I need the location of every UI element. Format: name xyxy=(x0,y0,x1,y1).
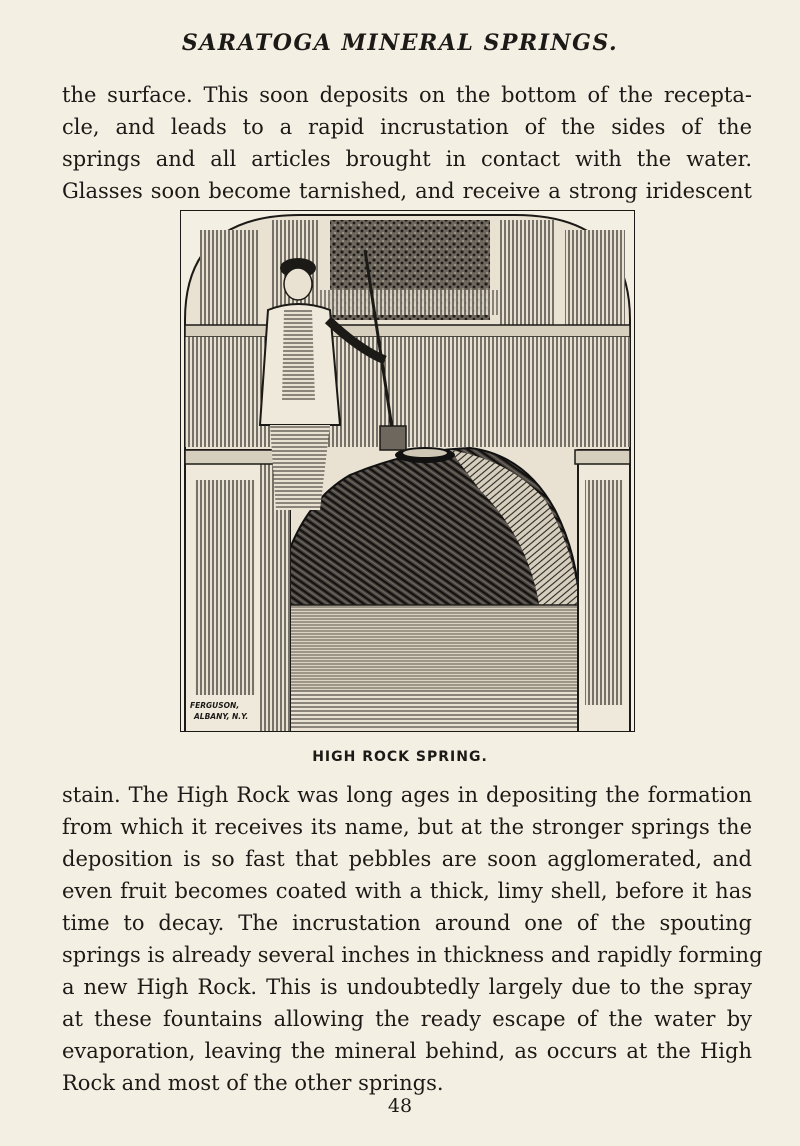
paragraph-bottom xyxy=(62,779,763,1099)
running-head: SARATOGA MINERAL SPRINGS. xyxy=(181,30,619,56)
text-line: stain. The High Rock was long ages in depositing the formation xyxy=(62,783,752,807)
text-line: at these fountains allowing the ready escape of the water by xyxy=(62,1007,752,1031)
text-line: the surface. This soon deposits on the bottom of the recepta- xyxy=(62,83,752,107)
text-line: from which it receives its name, but at the stronger springs the xyxy=(62,815,752,839)
high-rock-spring-engraving xyxy=(180,210,635,732)
svg-text:ALBANY, N.Y.: ALBANY, N.Y. xyxy=(194,712,249,721)
page-number: 48 xyxy=(387,1095,413,1117)
text-line: cle, and leads to a rapid incrustation of the sides of the xyxy=(62,115,752,139)
svg-text:FERGUSON,: FERGUSON, xyxy=(190,701,240,710)
text-line: time to decay. The incrustation around one of the spouting xyxy=(62,911,752,935)
text-line: springs is already several inches in thickness and rapidly forming xyxy=(62,943,763,967)
text-line: deposition is so fast that pebbles are soon agglomerated, and xyxy=(62,847,752,871)
figure-caption: HIGH ROCK SPRING. xyxy=(312,749,488,765)
text-line: springs and all articles brought in contact with the water. xyxy=(62,147,752,171)
paragraph-top xyxy=(62,79,752,207)
text-line: even fruit becomes coated with a thick, limy shell, before it has xyxy=(62,879,752,903)
text-line: Rock and most of the other springs. xyxy=(62,1071,444,1095)
text-line: a new High Rock. This is undoubtedly largely due to the spray xyxy=(62,975,752,999)
text-line: Glasses soon become tarnished, and receive a strong iridescent xyxy=(62,179,752,203)
text-line: evaporation, leaving the mineral behind, as occurs at the High xyxy=(62,1039,752,1063)
